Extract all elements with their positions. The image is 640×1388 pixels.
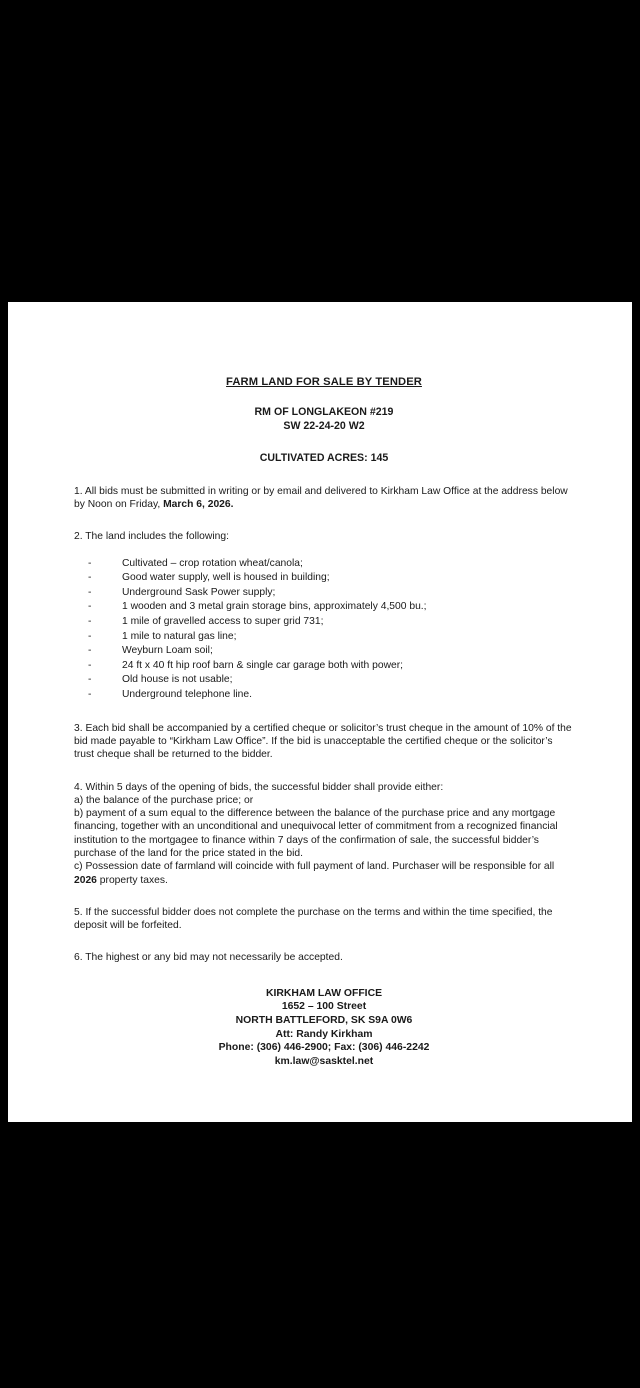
list-marker: - (88, 645, 92, 657)
list-item (74, 688, 574, 703)
list-item (74, 586, 574, 601)
document-content (74, 376, 574, 1068)
list-marker: - (88, 572, 92, 584)
street-address: 1652 – 100 Street (281, 1001, 367, 1013)
list-item (74, 630, 574, 645)
list-item (74, 571, 574, 586)
clause-4-item-c-tail: property taxes. (96, 874, 168, 886)
clause-5-paragraph: 5. If the successful bidder does not complete the purchase on the terms and within the time specified, the deposit will be forfeited. (74, 906, 553, 932)
clause-4-item-b: b) payment of a sum equal to the difference between the balance of the purchase price and any mortgage financing, together with an unconditional and unequivocal letter of commitment from a recognized financial institution to the mortgagee to finance within 7 days of the confirmation of sale, the successful bidder’s purchase of the land for the price stated in the bid. (74, 808, 558, 859)
contact-block (74, 987, 574, 1069)
list-item-label: 1 mile to natural gas line; (122, 630, 237, 642)
attention-line: Att: Randy Kirkham (275, 1028, 373, 1040)
city-province-postal: NORTH BATTLEFORD, SK S9A 0W6 (235, 1014, 413, 1026)
legal-land-description-line: SW 22-24-20 W2 (283, 419, 365, 432)
list-item-label: Underground telephone line. (122, 689, 252, 701)
clause-3-paragraph: 3. Each bid shall be accompanied by a certified cheque or solicitor’s trust cheque in the amount of 10% of the bid made payable to “Kirkham Law Office”. If the bid is unacceptable the certified cheque or the solicitor’s trust cheque shall be returned to the bidder. (74, 722, 572, 761)
list-item-label: Underground Sask Power supply; (122, 586, 276, 598)
list-item (74, 644, 574, 659)
rm-name-line: RM OF LONGLAKEON #219 (254, 406, 394, 419)
list-item (74, 615, 574, 630)
rm-subheading (74, 406, 574, 433)
list-item-label: 1 wooden and 3 metal grain storage bins, approximately 4,500 bu.; (122, 601, 427, 613)
document-page (8, 302, 632, 1122)
list-item-label: Old house is not usable; (122, 674, 233, 686)
list-marker: - (88, 616, 92, 628)
clause-1-text: 1. All bids must be submitted in writing or by email and delivered to Kirkham Law Office at the address below by Noon on Friday, (74, 485, 568, 511)
list-item-label: 1 mile of gravelled access to super grid 731; (122, 616, 324, 628)
cultivated-acres-line: CULTIVATED ACRES: 145 (259, 452, 389, 465)
law-office-name: KIRKHAM LAW OFFICE (265, 987, 383, 999)
list-item-label: Cultivated – crop rotation wheat/canola; (122, 557, 303, 569)
clause-6-paragraph: 6. The highest or any bid may not necessarily be accepted. (74, 952, 343, 964)
clause-4-intro: 4. Within 5 days of the opening of bids, the successful bidder shall provide either: (74, 781, 444, 793)
list-marker: - (88, 630, 92, 642)
list-item (74, 673, 574, 688)
clause-4-tax-year-bold: 2026 (74, 874, 97, 886)
list-marker: - (88, 601, 92, 613)
list-marker: - (88, 689, 92, 701)
land-features-list (74, 557, 574, 703)
list-marker: - (88, 659, 92, 671)
clause-1-deadline-bold: March 6, 2026. (163, 499, 234, 511)
email-address: km.law@sasktel.net (274, 1055, 374, 1067)
list-marker: - (88, 557, 92, 569)
clause-1-paragraph (74, 485, 574, 512)
list-marker: - (88, 674, 92, 686)
clause-4-item-a: a) the balance of the purchase price; or (74, 794, 254, 806)
list-item (74, 659, 574, 674)
list-item-label: 24 ft x 40 ft hip roof barn & single car garage both with power; (122, 659, 404, 671)
list-marker: - (88, 586, 92, 598)
list-item (74, 557, 574, 572)
clause-4-item-c-text: c) Possession date of farmland will coincide with full payment of land. Purchaser will be responsible for all (74, 861, 555, 873)
list-item (74, 600, 574, 615)
clause-4-paragraph (74, 781, 574, 887)
page-title: FARM LAND FOR SALE BY TENDER (226, 376, 422, 388)
list-item-label: Weyburn Loam soil; (122, 645, 213, 657)
phone-fax-line: Phone: (306) 446-2900; Fax: (306) 446-2242 (218, 1042, 430, 1054)
clause-2-intro: 2. The land includes the following: (74, 531, 229, 543)
list-item-label: Good water supply, well is housed in building; (122, 572, 330, 584)
